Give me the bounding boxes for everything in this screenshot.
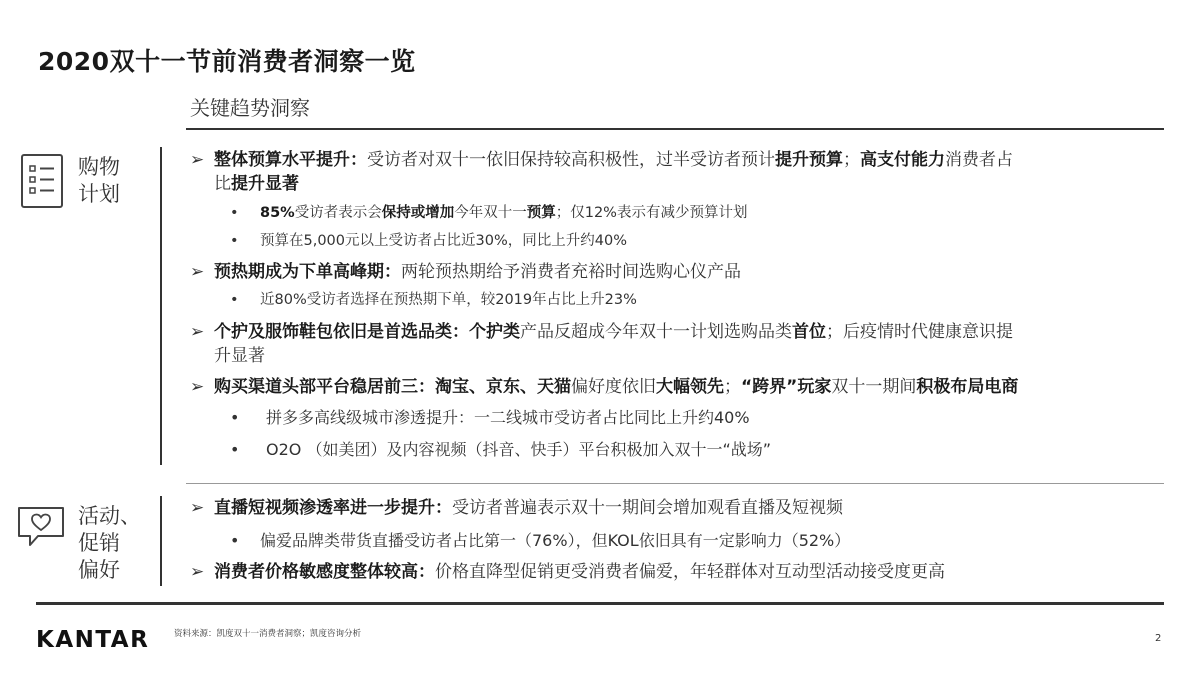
sub-bullet-channel-1: • 拼多多高线级城市渗透提升：一二线城市受访者占比同比上升约40% xyxy=(230,408,750,427)
kantar-logo: KANTAR xyxy=(36,627,150,653)
section-label-shopping: 购物 计划 xyxy=(78,155,120,206)
sub-bullet-budget-1: • 85%受访者表示会保持或增加今年双十一预算；仅12%表示有减少预算计划 xyxy=(230,205,748,221)
bullet-preheat: ➢ 预热期成为下单高峰期：两轮预热期给予消费者充裕时间选购心仪产品 xyxy=(190,262,741,282)
source-note: 资料来源：凯度双十一消费者洞察；凯度咨询分析 xyxy=(174,629,362,639)
heart-speech-bubble-icon xyxy=(16,505,66,553)
bullet-budget: ➢ 整体预算水平提升：受访者对双十一依旧保持较高积极性，过半受访者预计提升预算；高支付能力消费者占 xyxy=(190,150,1013,170)
middle-divider xyxy=(186,483,1164,484)
sub-bullet-livestream: • 偏爱品牌类带货直播受访者占比第一（76%），但KOL依旧具有一定影响力（52%） xyxy=(230,531,851,550)
sub-bullet-budget-2: • 预算在5,000元以上受访者占比近30%，同比上升约40% xyxy=(230,233,627,249)
page-title: 2020双十一节前消费者洞察一览 xyxy=(38,47,416,76)
bullet-livestream: ➢ 直播短视频渗透率进一步提升：受访者普遍表示双十一期间会增加观看直播及短视频 xyxy=(190,498,843,518)
bottom-divider xyxy=(36,602,1164,605)
section-divider-vertical xyxy=(160,147,162,465)
sub-bullet-channel-2: • O2O （如美团）及内容视频（抖音、快手）平台积极加入双十一“战场” xyxy=(230,440,772,459)
bullet-budget-cont: 比提升显著 xyxy=(214,174,299,194)
sub-bullet-preheat: • 近80%受访者选择在预热期下单，较2019年占比上升23% xyxy=(230,292,637,308)
section-subtitle: 关键趋势洞察 xyxy=(190,96,310,120)
top-divider xyxy=(186,128,1164,130)
page-number: 2 xyxy=(1155,633,1162,644)
bullet-category: ➢ 个护及服饰鞋包依旧是首选品类：个护类产品反超成今年双十一计划选购品类首位；后疫情时代健康意识提 xyxy=(190,322,1013,342)
checklist-icon xyxy=(20,153,64,213)
section-divider-vertical-2 xyxy=(160,496,162,586)
bullet-channel: ➢ 购买渠道头部平台稳居前三：淘宝、京东、天猫偏好度依旧大幅领先；“跨界”玩家双十一期间积极布局电商 xyxy=(190,377,1019,397)
bullet-price: ➢ 消费者价格敏感度整体较高：价格直降型促销更受消费者偏爱，年轻群体对互动型活动接受度更高 xyxy=(190,562,945,582)
section-label-activity: 活动、 促销 偏好 xyxy=(78,504,141,582)
bullet-category-cont: 升显著 xyxy=(214,346,265,366)
